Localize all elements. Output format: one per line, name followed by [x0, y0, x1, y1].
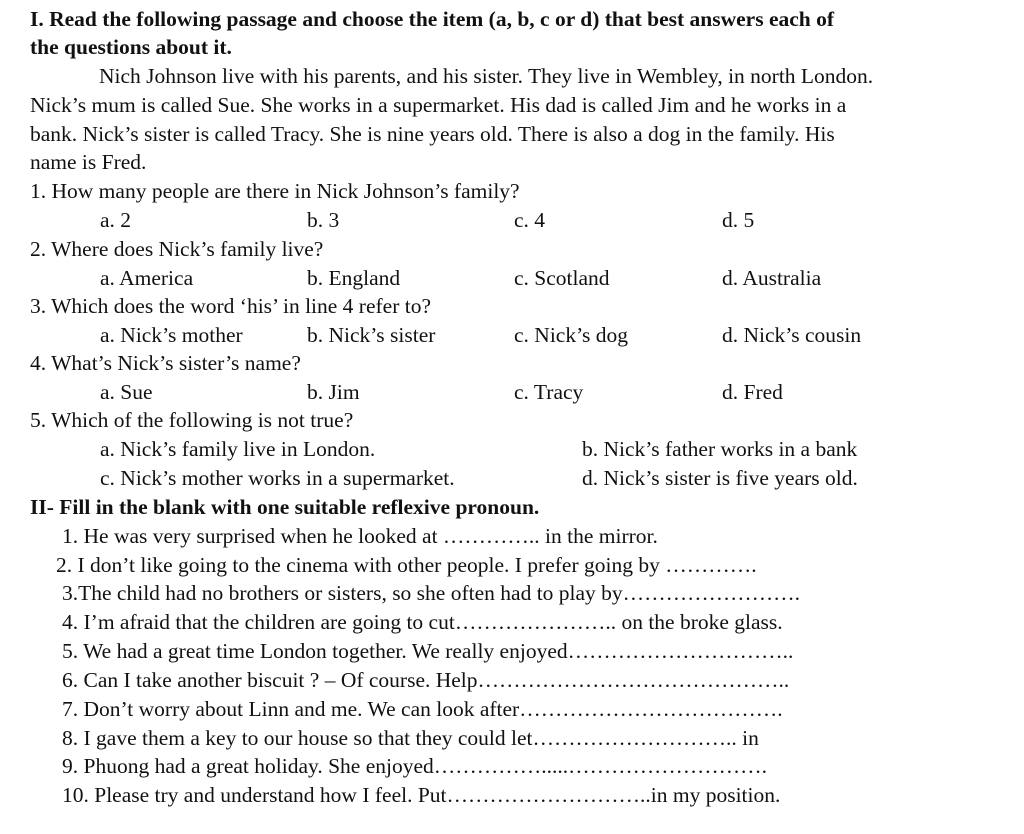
passage-line-3: bank. Nick’s sister is called Tracy. She is nine years old. There is also a dog in the family. His [30, 122, 835, 146]
q2-option-b: b. England [307, 266, 401, 290]
passage-line-1: Nich Johnson live with his parents, and his sister. They live in Wembley, in north London. [99, 64, 874, 88]
q3-option-c: c. Nick’s dog [514, 323, 629, 347]
q3-option-b: b. Nick’s sister [307, 323, 436, 347]
q5-option-c: c. Nick’s mother works in a supermarket. [100, 466, 455, 490]
section1-heading-line1: I. Read the following passage and choose the item (a, b, c or d) that best answers each of [30, 7, 835, 31]
section2-heading: II- Fill in the blank with one suitable reflexive pronoun. [30, 495, 540, 519]
fill-item-10: 10. Please try and understand how I feel. Put………………………..in my position. [62, 783, 781, 807]
q4-option-d: d. Fred [722, 380, 783, 404]
q1-option-a: a. 2 [100, 208, 132, 232]
passage-line-4: name is Fred. [30, 150, 147, 174]
question-1: 1. How many people are there in Nick Johnson’s family? [30, 179, 520, 203]
q1-option-b: b. 3 [307, 208, 340, 232]
question-4: 4. What’s Nick’s sister’s name? [30, 351, 301, 375]
q3-option-a: a. Nick’s mother [100, 323, 243, 347]
fill-item-9: 9. Phuong had a great holiday. She enjoyed…………….....………………………. [62, 754, 768, 778]
q2-option-a: a. America [100, 266, 194, 290]
q2-option-d: d. Australia [722, 266, 822, 290]
q4-option-a: a. Sue [100, 380, 153, 404]
fill-item-2: 2. I don’t like going to the cinema with other people. I prefer going by …………. [56, 553, 757, 577]
q1-option-d: d. 5 [722, 208, 755, 232]
passage-line-2: Nick’s mum is called Sue. She works in a supermarket. His dad is called Jim and he works in a [30, 93, 847, 117]
section1-heading-line2: the questions about it. [30, 35, 232, 59]
q4-option-b: b. Jim [307, 380, 360, 404]
question-2: 2. Where does Nick’s family live? [30, 237, 324, 261]
fill-item-8: 8. I gave them a key to our house so that they could let……………………….. in [62, 726, 759, 750]
question-5: 5. Which of the following is not true? [30, 408, 354, 432]
q5-option-d: d. Nick’s sister is five years old. [582, 466, 858, 490]
q5-option-a: a. Nick’s family live in London. [100, 437, 376, 461]
fill-item-7: 7. Don’t worry about Linn and me. We can look after………………………………. [62, 697, 783, 721]
fill-item-1: 1. He was very surprised when he looked at ………….. in the mirror. [62, 524, 658, 548]
question-3: 3. Which does the word ‘his’ in line 4 refer to? [30, 294, 432, 318]
fill-item-6: 6. Can I take another biscuit ? – Of course. Help…………………………………….. [62, 668, 790, 692]
q4-option-c: c. Tracy [514, 380, 584, 404]
q5-option-b: b. Nick’s father works in a bank [582, 437, 858, 461]
q2-option-c: c. Scotland [514, 266, 610, 290]
fill-item-5: 5. We had a great time London together. We really enjoyed………………………….. [62, 639, 794, 663]
fill-item-4: 4. I’m afraid that the children are going to cut………………….. on the broke glass. [62, 610, 783, 634]
q1-option-c: c. 4 [514, 208, 546, 232]
q3-option-d: d. Nick’s cousin [722, 323, 862, 347]
fill-item-3: 3.The child had no brothers or sisters, so she often had to play by……………………. [62, 581, 801, 605]
